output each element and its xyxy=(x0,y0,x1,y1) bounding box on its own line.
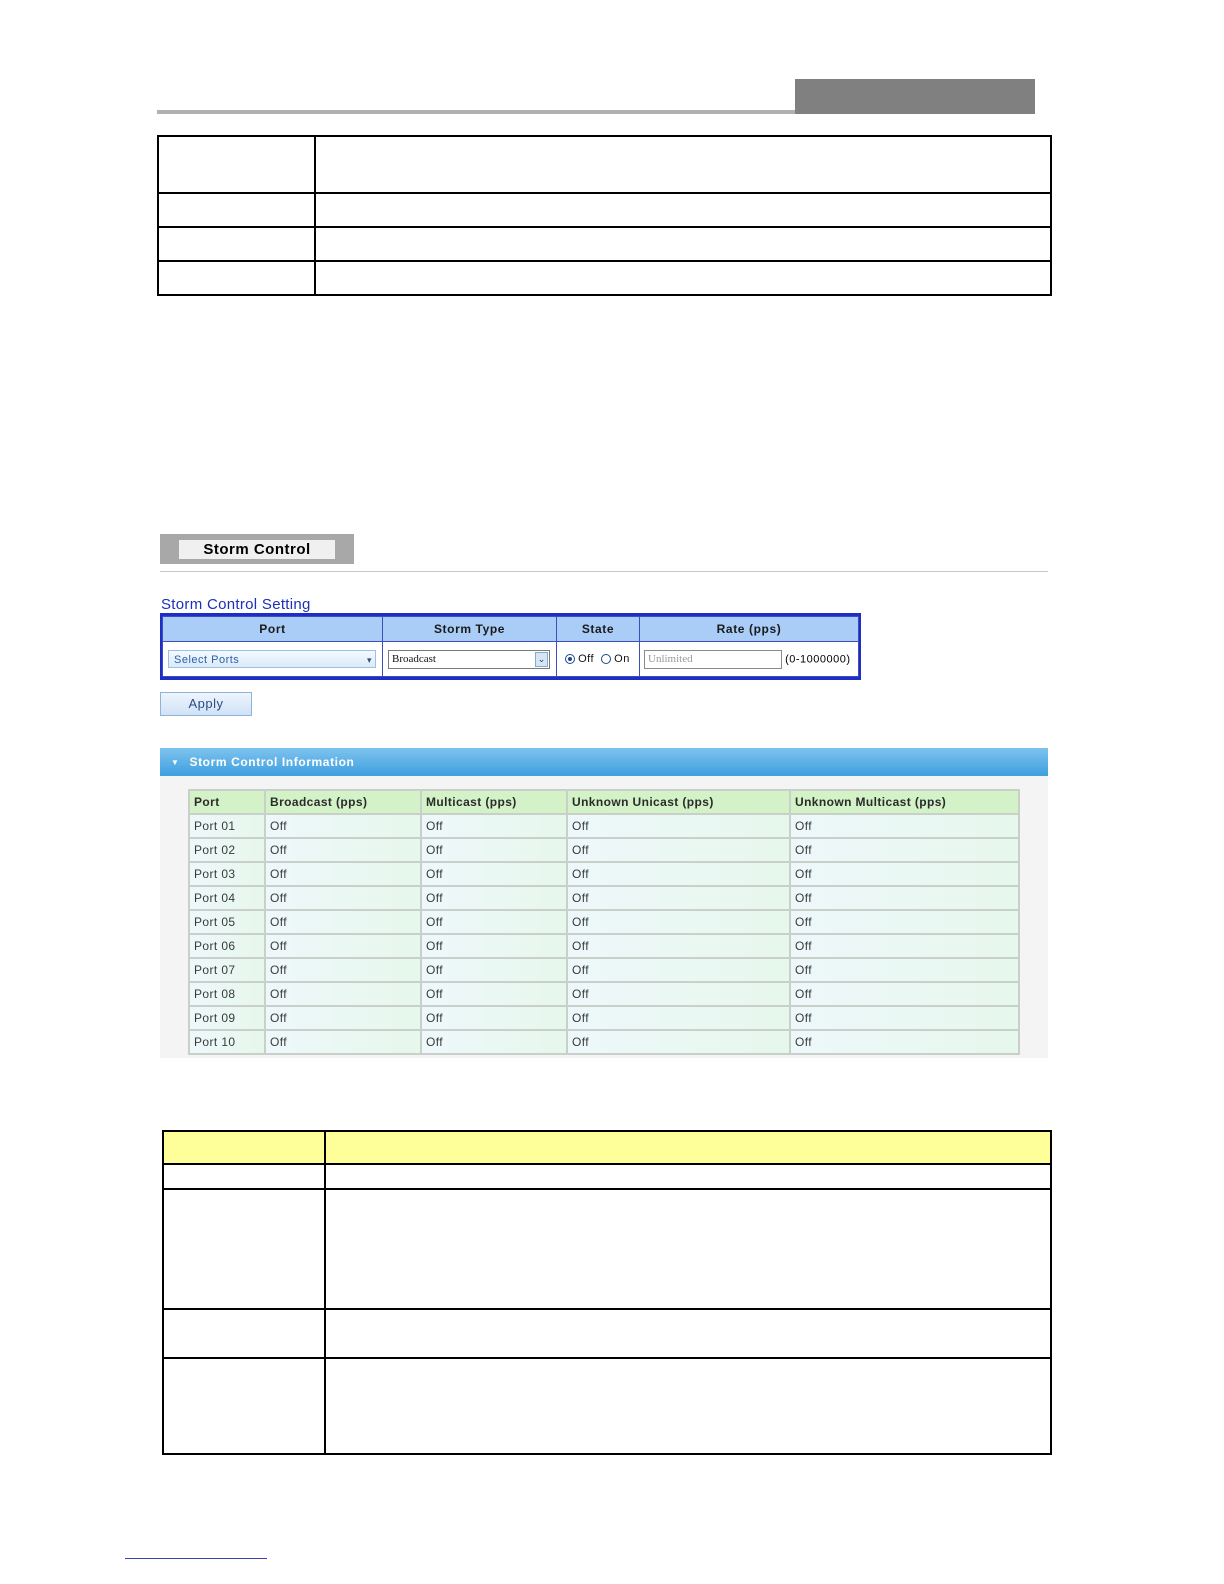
collapse-triangle-icon[interactable]: ▼ xyxy=(171,758,180,767)
table-cell xyxy=(325,1189,1051,1309)
table-row xyxy=(189,1006,1019,1030)
table-cell: Off xyxy=(421,982,567,1006)
column-header-state: State xyxy=(557,617,640,642)
table-cell: Off xyxy=(790,1030,1019,1054)
title-divider xyxy=(160,571,1048,572)
table-cell: Off xyxy=(265,982,421,1006)
table-cell: Port 07 xyxy=(189,958,265,982)
storm-type-cell xyxy=(383,642,557,677)
table-cell: Off xyxy=(790,910,1019,934)
rate-input[interactable]: Unlimited xyxy=(644,650,782,669)
table-cell: Off xyxy=(790,982,1019,1006)
table-row xyxy=(189,982,1019,1006)
table-cell: Off xyxy=(567,838,790,862)
column-header-broadcast: Broadcast (pps) xyxy=(265,790,421,814)
table-cell: Off xyxy=(421,886,567,910)
table-cell xyxy=(158,261,315,295)
table-cell: Off xyxy=(790,862,1019,886)
table-cell: Port 02 xyxy=(189,838,265,862)
table-cell: Off xyxy=(790,1006,1019,1030)
table-cell: Off xyxy=(790,886,1019,910)
table-row xyxy=(189,886,1019,910)
chevron-down-icon: ▾ xyxy=(366,655,372,665)
table-row xyxy=(189,838,1019,862)
table-cell: Off xyxy=(567,1030,790,1054)
table-cell xyxy=(315,136,1051,193)
table-cell xyxy=(315,227,1051,261)
table-cell: Off xyxy=(421,934,567,958)
table-cell xyxy=(315,261,1051,295)
header-rule xyxy=(157,110,797,114)
top-description-table xyxy=(157,135,1052,296)
table-cell: Off xyxy=(567,1006,790,1030)
bottom-description-table xyxy=(162,1130,1052,1455)
setting-section-label: Storm Control Setting xyxy=(161,596,311,613)
table-cell: Off xyxy=(421,958,567,982)
table-cell: Off xyxy=(421,838,567,862)
table-row xyxy=(189,958,1019,982)
rate-cell xyxy=(640,642,859,677)
information-panel-title: Storm Control Information xyxy=(189,755,355,769)
table-cell: Off xyxy=(265,910,421,934)
table-row xyxy=(189,862,1019,886)
table-row xyxy=(189,1030,1019,1054)
table-cell: Off xyxy=(265,886,421,910)
table-cell xyxy=(325,1309,1051,1358)
state-on-radio[interactable] xyxy=(601,654,611,664)
table-cell xyxy=(325,1164,1051,1189)
table-cell xyxy=(163,1309,325,1358)
table-cell xyxy=(163,1358,325,1454)
storm-type-select[interactable] xyxy=(388,650,550,669)
column-header-multicast: Multicast (pps) xyxy=(421,790,567,814)
state-cell xyxy=(557,642,640,677)
table-cell: Off xyxy=(790,814,1019,838)
table-cell: Off xyxy=(421,862,567,886)
page-title: Storm Control xyxy=(179,540,335,559)
table-row xyxy=(189,814,1019,838)
footer-link-underline xyxy=(125,1558,267,1559)
table-row xyxy=(189,934,1019,958)
state-off-label: Off xyxy=(578,653,595,665)
table-cell: Off xyxy=(265,1030,421,1054)
column-header-unknown-unicast: Unknown Unicast (pps) xyxy=(567,790,790,814)
column-header-storm-type: Storm Type xyxy=(383,617,557,642)
table-cell: Port 05 xyxy=(189,910,265,934)
table-cell: Off xyxy=(421,910,567,934)
table-row xyxy=(189,910,1019,934)
storm-control-information-table xyxy=(188,789,1020,1055)
table-cell: Off xyxy=(790,838,1019,862)
storm-control-information-panel xyxy=(160,748,1048,1058)
table-cell: Off xyxy=(567,934,790,958)
table-cell xyxy=(315,193,1051,227)
table-cell: Off xyxy=(567,958,790,982)
table-cell: Port 03 xyxy=(189,862,265,886)
table-cell: Off xyxy=(567,814,790,838)
table-cell: Off xyxy=(790,958,1019,982)
table-cell: Off xyxy=(567,862,790,886)
state-off-radio[interactable] xyxy=(565,654,575,664)
table-cell: Port 09 xyxy=(189,1006,265,1030)
information-panel-header[interactable] xyxy=(160,748,1048,776)
table-cell: Port 06 xyxy=(189,934,265,958)
table-header-cell xyxy=(325,1131,1051,1164)
table-cell xyxy=(325,1358,1051,1454)
table-cell: Off xyxy=(567,982,790,1006)
table-cell: Off xyxy=(567,886,790,910)
table-cell: Port 08 xyxy=(189,982,265,1006)
table-cell: Off xyxy=(421,1030,567,1054)
table-cell: Off xyxy=(567,910,790,934)
column-header-port: Port xyxy=(189,790,265,814)
table-cell: Off xyxy=(421,1006,567,1030)
storm-control-setting-table xyxy=(160,613,861,680)
table-cell: Off xyxy=(265,934,421,958)
table-cell: Off xyxy=(265,1006,421,1030)
table-cell: Off xyxy=(265,838,421,862)
table-cell: Off xyxy=(265,958,421,982)
column-header-port: Port xyxy=(163,617,383,642)
table-header-cell xyxy=(163,1131,325,1164)
port-cell xyxy=(163,642,383,677)
table-cell xyxy=(163,1164,325,1189)
column-header-unknown-multicast: Unknown Multicast (pps) xyxy=(790,790,1019,814)
table-cell: Off xyxy=(265,814,421,838)
port-select-value: Select Ports xyxy=(174,654,240,666)
table-cell xyxy=(163,1189,325,1309)
apply-button[interactable]: Apply xyxy=(160,692,252,716)
table-cell xyxy=(158,136,315,193)
table-cell: Off xyxy=(265,862,421,886)
storm-type-value: Broadcast xyxy=(392,652,436,665)
table-cell xyxy=(158,193,315,227)
state-on-label: On xyxy=(614,653,630,665)
column-header-rate: Rate (pps) xyxy=(640,617,859,642)
port-select[interactable] xyxy=(168,650,376,668)
table-cell: Port 10 xyxy=(189,1030,265,1054)
chevron-down-icon: ⌄ xyxy=(535,652,548,667)
rate-range-hint: (0-1000000) xyxy=(785,653,851,665)
header-block xyxy=(795,79,1035,114)
table-cell: Off xyxy=(421,814,567,838)
table-cell: Port 01 xyxy=(189,814,265,838)
table-cell: Port 04 xyxy=(189,886,265,910)
table-cell xyxy=(158,227,315,261)
table-cell: Off xyxy=(790,934,1019,958)
